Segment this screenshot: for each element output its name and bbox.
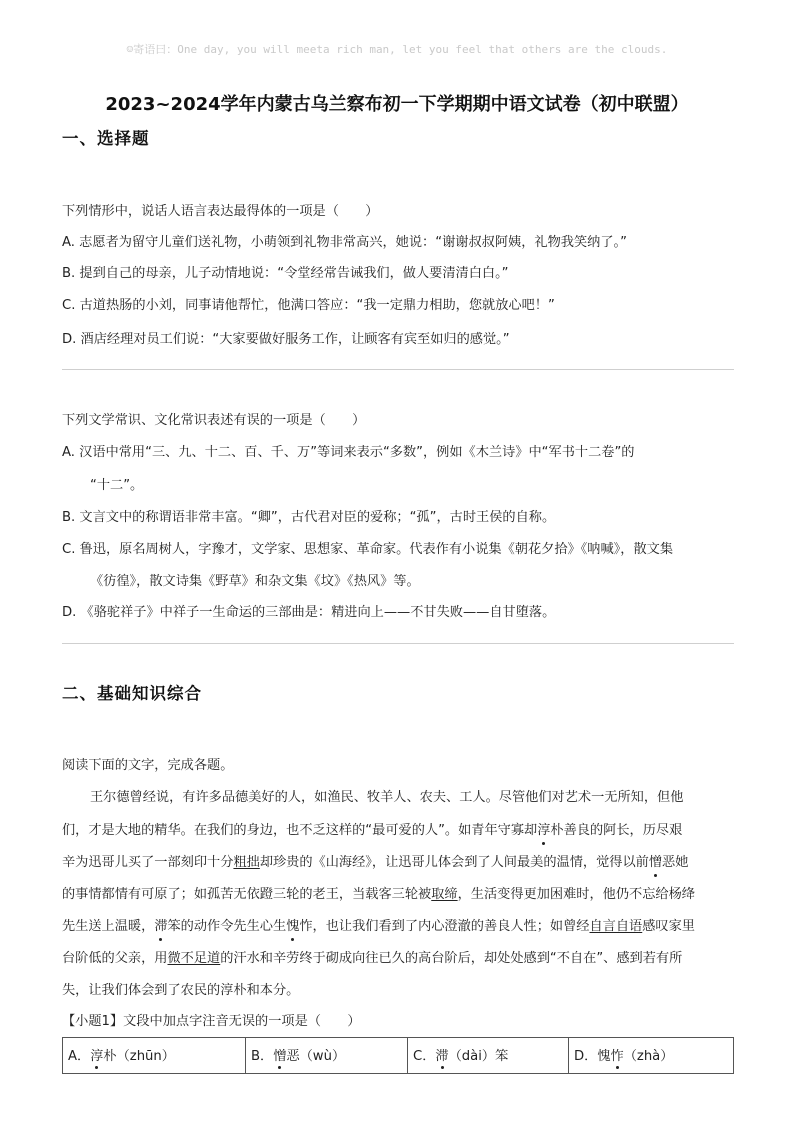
passage-line-2: 们，才是大地的精华。在我们的身边，也不乏这样的“最可爱的人”。如青年守寡却淳朴善良的阿长，历尽艰 [62,823,683,838]
watermark-text: ☺寄语曰：One day, you will meeta rich man, let you feel that others are the clouds. [126,43,668,56]
passage-line-7: 失，让我们体会到了农民的淳朴和本分。 [62,983,300,998]
dotted-char: 淳 [537,823,551,838]
passage-line-1: 王尔德曾经说，有许多品德美好的人，如渔民、牧羊人、农夫、工人。尽管他们对艺术一无所知，但他 [90,790,684,805]
dotted-char: 憎 [648,855,663,870]
question-2-option-c-cont: 《彷徨》，散文诗集《野草》和杂文集《坟》《热风》等。 [90,574,420,589]
question-2-option-b[interactable]: B. 文言文中的称谓语非常丰富。“卿”，古代君对臣的爱称；“孤”，古时王侯的自称。 [62,510,556,525]
question-1-option-d[interactable]: D. 酒店经理对员工们说：“大家要做好服务工作，让顾客有宾至如归的感觉。” [62,332,510,347]
page-title: 2023~2024学年内蒙古乌兰察布初一下学期期中语文试卷（初中联盟） [105,94,689,115]
question-1-option-b[interactable]: B. 提到自己的母亲，儿子动情地说：“令堂经常告诫我们，做人要清清白白。” [62,266,509,281]
underlined-word: 自言自语 [589,919,643,934]
section-heading-basic: 二、基础知识综合 [62,684,202,703]
question-1-option-a[interactable]: A. 志愿者为留守儿童们送礼物，小萌领到礼物非常高兴，她说：“谢谢叔叔阿姨，礼物我笑纳了。” [62,235,627,250]
question-2-option-a[interactable]: A. 汉语中常用“三、九、十二、百、千、万”等词来表示“多数”，例如《木兰诗》中“军书十二卷”的 [62,445,635,460]
question-2-option-c[interactable]: C. 鲁迅，原名周树人，字豫才，文学家、思想家、革命家。代表作有小说集《朝花夕拾》《呐喊》，散文集 [62,542,674,557]
underlined-word: 粗拙 [233,855,260,870]
question-divider [62,369,734,370]
passage-line-4: 的事情都情有可原了；如孤苦无依蹬三轮的老王，当载客三轮被取缔，生活变得更加困难时，他仍不忘给杨绛 [62,887,695,902]
answer-option-b[interactable]: B．憎恶（wù） [246,1038,408,1074]
question-1-option-c[interactable]: C. 古道热肠的小刘，同事请他帮忙，他满口答应：“我一定鼎力相助，您就放心吧！” [62,298,555,313]
question-2-option-a-cont: “十二”。 [90,478,144,493]
question-divider [62,643,734,644]
answer-option-a[interactable]: A．淳朴（zhūn） [63,1038,246,1074]
question-2-stem: 下列文学常识、文化常识表述有误的一项是（ ） [62,413,366,428]
subquestion-1-stem: 【小题1】文段中加点字注音无误的一项是（ ） [62,1014,361,1029]
question-1-stem: 下列情形中，说话人语言表达最得体的一项是（ ） [62,204,379,219]
underlined-word: 取缔 [431,887,458,902]
underlined-word: 微不足道 [167,951,221,966]
passage-line-6: 台阶低的父亲，用微不足道的汗水和辛劳终于砌成向往已久的高台阶后，却处处感到“不自在”、感到若有所 [62,951,683,966]
question-2-option-d[interactable]: D. 《骆驼祥子》中祥子一生命运的三部曲是：精进向上——不甘失败——自甘堕落。 [62,605,556,620]
section-heading-choice: 一、选择题 [62,129,150,148]
reading-intro: 阅读下面的文字，完成各题。 [62,758,234,773]
dotted-char: 滞 [154,919,168,934]
answer-option-c[interactable]: C．滞（dài）笨 [408,1038,569,1074]
answer-option-d[interactable]: D．愧怍（zhà） [569,1038,734,1074]
passage-line-3: 辛为迅哥儿买了一部刻印十分粗拙却珍贵的《山海经》，让迅哥儿体会到了人间最美的温情，觉得以前憎恶她 [62,855,689,870]
dotted-char: 愧 [286,919,300,934]
answer-options-table [62,1037,734,1074]
passage-line-5: 先生送上温暖，滞笨的动作令先生心生愧怍，也让我们看到了内心澄澈的善良人性；如曾经自言自语感叹家里 [62,919,695,934]
